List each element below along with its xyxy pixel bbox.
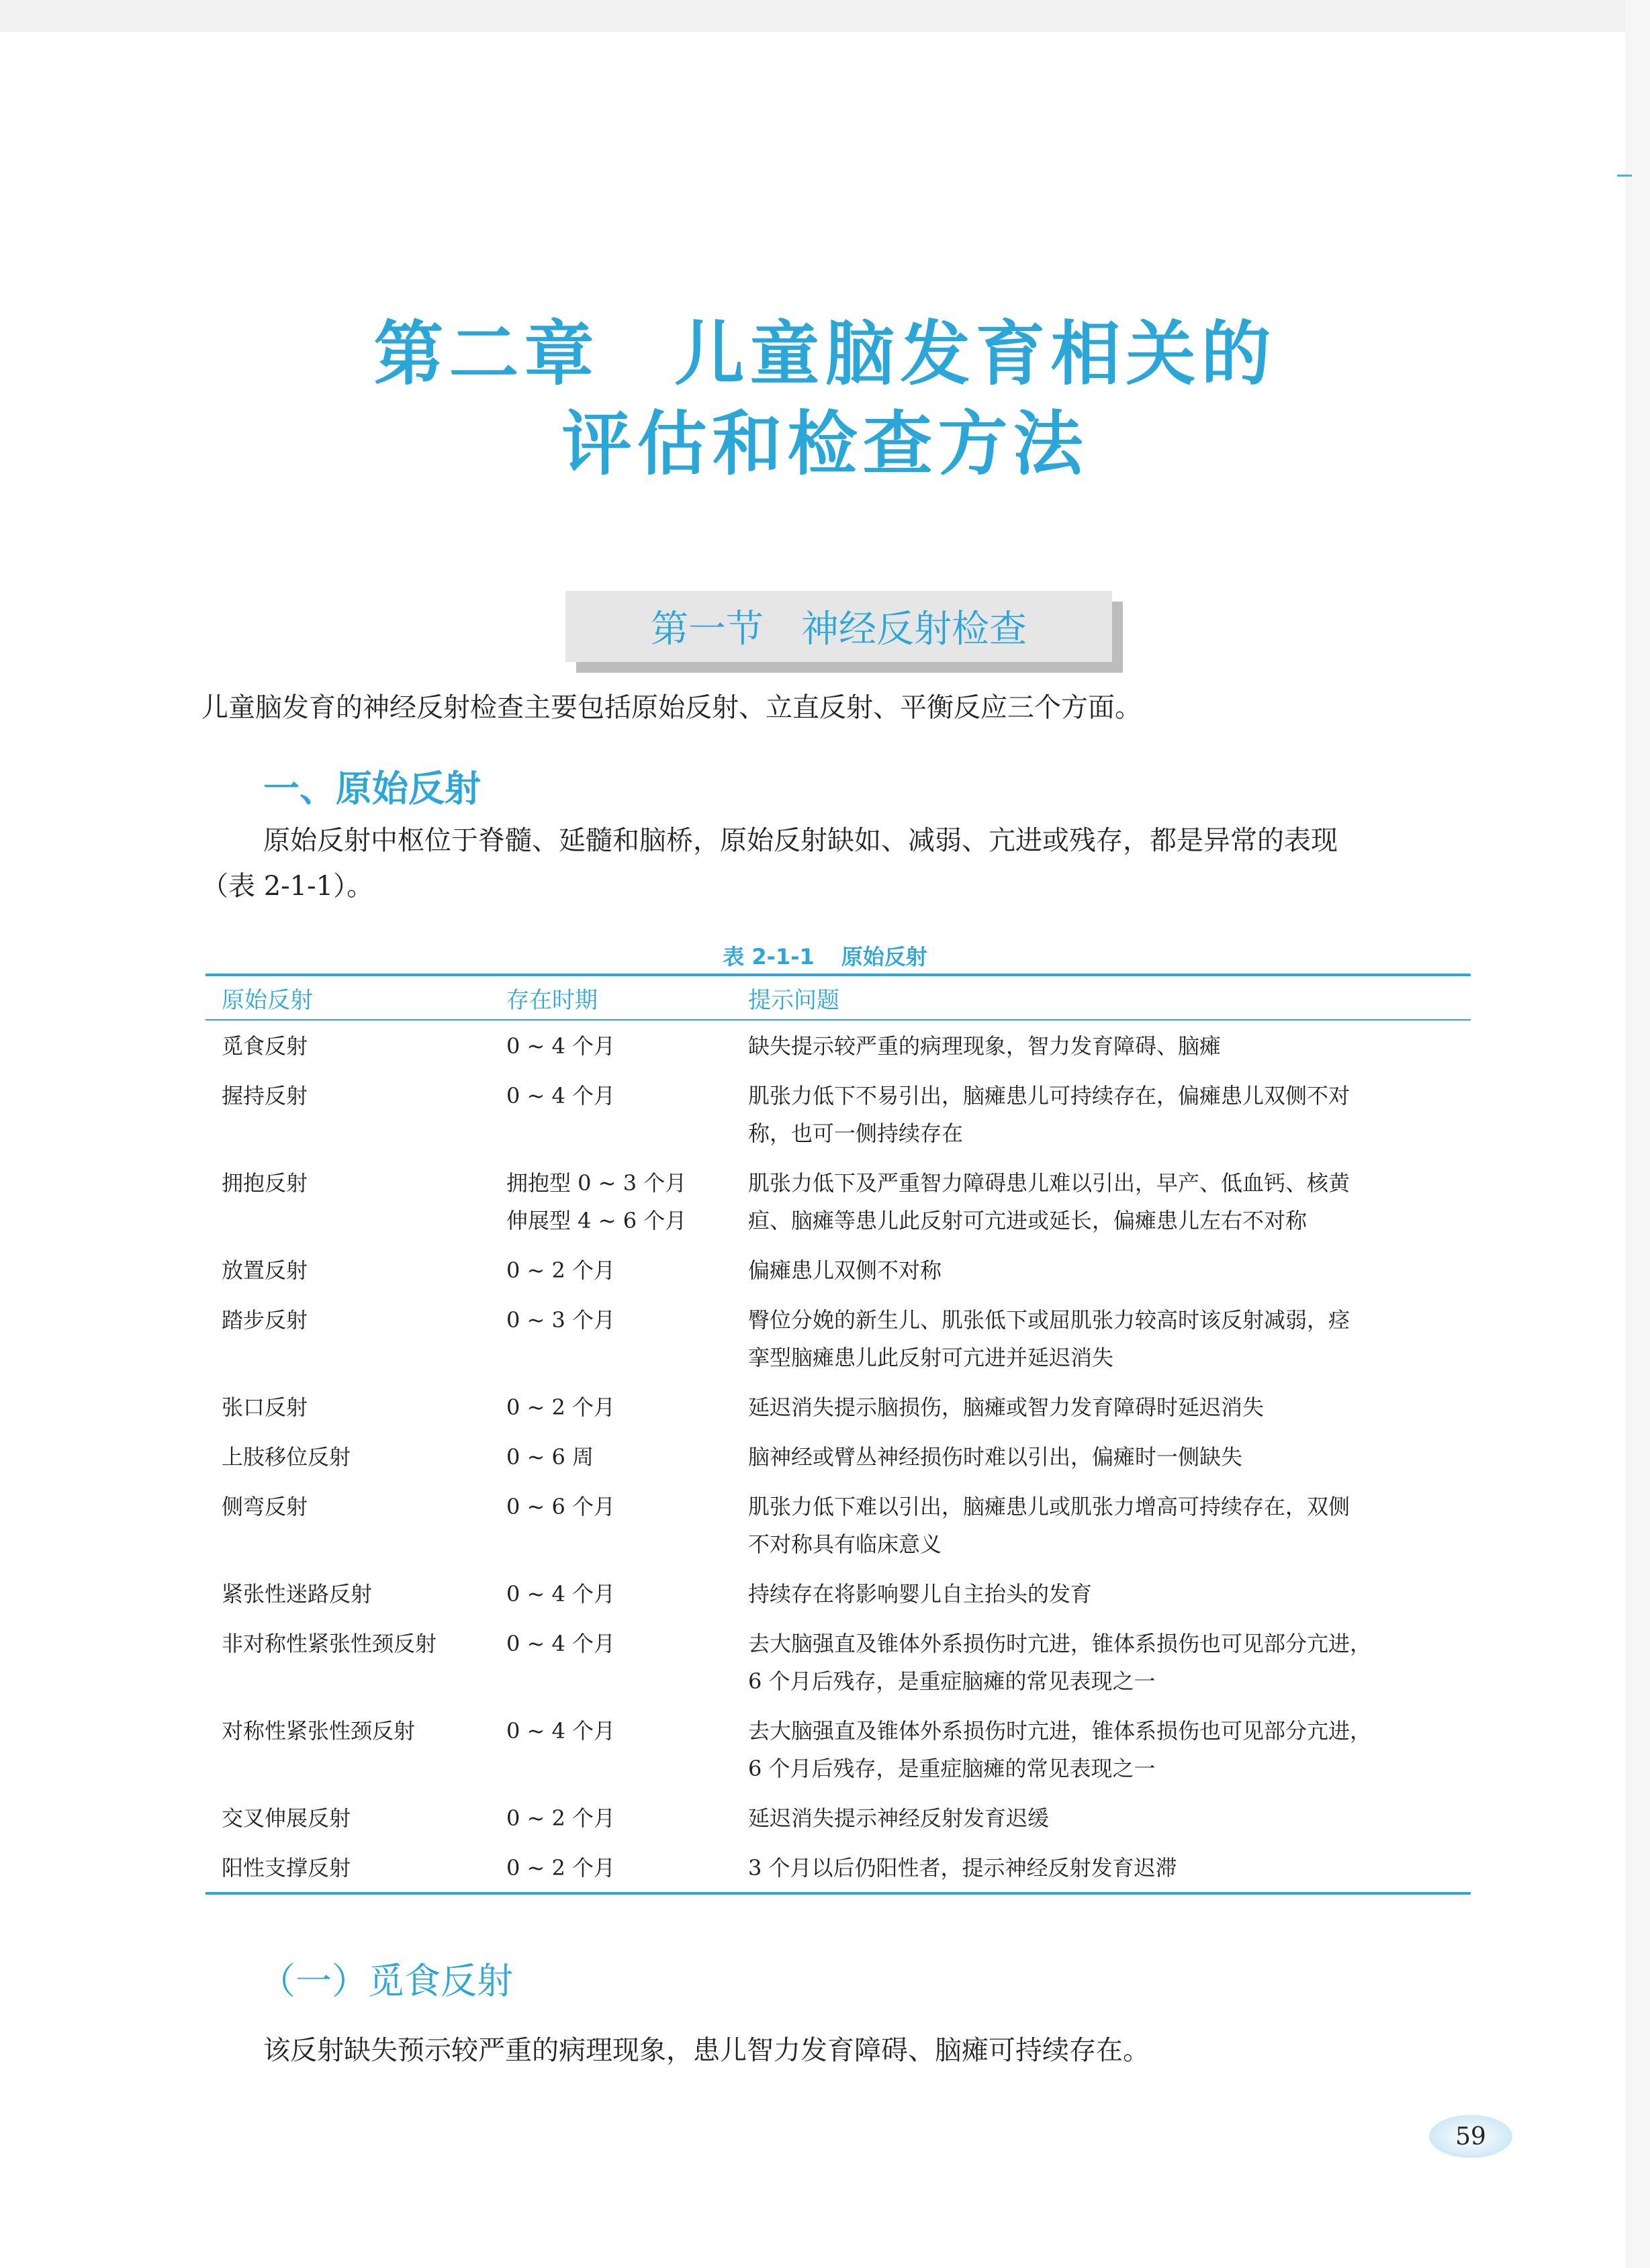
cell-period xyxy=(490,1842,732,1893)
heading-primitive-reflexes: 一、原始反射 xyxy=(263,767,481,810)
cell-reflex-name: 非对称性紧张性颈反射 xyxy=(222,1631,437,1656)
column-header-period: 存在时期 xyxy=(490,975,732,1020)
cell-period xyxy=(490,1568,732,1618)
table-body xyxy=(205,1020,1471,1893)
period-line: 0 ~ 4 个月 xyxy=(506,1718,616,1744)
period-line: 0 ~ 4 个月 xyxy=(506,1581,616,1607)
period-line: 伸展型 4 ~ 6 个月 xyxy=(506,1208,687,1233)
period-line: 0 ~ 4 个月 xyxy=(506,1033,616,1059)
issue-line: 6 个月后残存，是重症脑瘫的常见表现之一 xyxy=(748,1668,1156,1694)
table-row xyxy=(205,1245,1471,1294)
table-caption-title: 原始反射 xyxy=(841,944,927,970)
cell-period xyxy=(490,1705,732,1793)
cell-reflex-name: 握持反射 xyxy=(222,1083,308,1108)
intro-paragraph: 儿童脑发育的神经反射检查主要包括原始反射、立直反射、平衡反应三个方面。 xyxy=(201,692,1142,723)
cell-reflex-name: 阳性支撑反射 xyxy=(222,1855,351,1881)
paragraph-line: 原始反射中枢位于脊髓、延髓和脑桥，原始反射缺如、减弱、亢进或残存，都是异常的表现 xyxy=(263,825,1338,856)
issue-line: 不对称具有临床意义 xyxy=(748,1531,942,1557)
cell-issue xyxy=(732,1842,1471,1893)
cell-issue xyxy=(732,1382,1471,1431)
issue-line: 肌张力低下及严重智力障碍患儿难以引出，早产、低血钙、核黄 xyxy=(748,1170,1350,1196)
cell-issue xyxy=(732,1245,1471,1294)
period-line: 0 ~ 3 个月 xyxy=(506,1307,616,1333)
issue-line: 肌张力低下难以引出，脑瘫患儿或肌张力增高可持续存在，双侧 xyxy=(748,1494,1350,1519)
top-margin-band xyxy=(0,0,1650,32)
page-number: 59 xyxy=(1455,2122,1486,2151)
issue-line: 臀位分娩的新生儿、肌张低下或屈肌张力较高时该反射减弱，痉 xyxy=(748,1307,1350,1333)
primitive-reflex-paragraph xyxy=(201,818,1472,909)
cell-reflex-name: 觅食反射 xyxy=(222,1033,308,1059)
cell-issue xyxy=(732,1705,1471,1793)
cell-reflex-name: 对称性紧张性颈反射 xyxy=(222,1718,416,1744)
issue-line: 6 个月后残存，是重症脑瘫的常见表现之一 xyxy=(748,1756,1156,1781)
issue-line: 称，也可一侧持续存在 xyxy=(748,1121,964,1146)
cell-period xyxy=(490,1245,732,1294)
cell-reflex-name: 踏步反射 xyxy=(222,1307,308,1333)
issue-line: 延迟消失提示神经反射发育迟缓 xyxy=(748,1805,1050,1831)
issue-line: 3 个月以后仍阳性者，提示神经反射发育迟滞 xyxy=(748,1855,1177,1881)
table-row xyxy=(205,1568,1471,1618)
cell-issue xyxy=(732,1157,1471,1245)
cell-period xyxy=(490,1431,732,1481)
issue-line: 缺失提示较严重的病理现象，智力发育障碍、脑瘫 xyxy=(748,1033,1222,1059)
period-line: 拥抱型 0 ~ 3 个月 xyxy=(506,1170,687,1196)
paragraph-line: （表 2-1-1）。 xyxy=(201,871,374,902)
period-line: 0 ~ 4 个月 xyxy=(506,1083,616,1108)
issue-line: 肌张力低下不易引出，脑瘫患儿可持续存在，偏瘫患儿双侧不对 xyxy=(748,1083,1350,1108)
cell-reflex-name: 侧弯反射 xyxy=(222,1494,308,1519)
cell-reflex-name: 紧张性迷路反射 xyxy=(222,1581,373,1607)
cell-reflex-name: 交叉伸展反射 xyxy=(222,1805,351,1831)
table-row xyxy=(205,1382,1471,1431)
chapter-title xyxy=(0,309,1650,489)
cell-period xyxy=(490,1618,732,1705)
cell-issue xyxy=(732,1431,1471,1481)
table-row xyxy=(205,1481,1471,1568)
cell-period xyxy=(490,1157,732,1245)
table-row xyxy=(205,1431,1471,1481)
period-line: 0 ~ 2 个月 xyxy=(506,1855,616,1881)
cell-issue xyxy=(732,1481,1471,1568)
period-line: 0 ~ 2 个月 xyxy=(506,1258,616,1283)
table-row xyxy=(205,1157,1471,1245)
issue-line: 持续存在将影响婴儿自主抬头的发育 xyxy=(748,1581,1093,1607)
cell-reflex-name: 放置反射 xyxy=(222,1258,308,1283)
rooting-reflex-paragraph: 该反射缺失预示较严重的病理现象，患儿智力发育障碍、脑瘫可持续存在。 xyxy=(263,2035,1150,2066)
table-caption-number: 表 2-1-1 xyxy=(723,944,815,970)
chapter-title-line1: 第二章 儿童脑发育相关的 xyxy=(373,313,1277,395)
heading-rooting-reflex: （一）觅食反射 xyxy=(259,1960,513,2002)
table-row xyxy=(205,1705,1471,1793)
issue-line: 延迟消失提示脑损伤，脑瘫或智力发育障碍时延迟消失 xyxy=(748,1395,1265,1420)
period-line: 0 ~ 6 周 xyxy=(506,1444,594,1470)
section-title-box xyxy=(565,591,1112,662)
cell-issue xyxy=(732,1020,1471,1070)
table-row xyxy=(205,1842,1471,1893)
cell-issue xyxy=(732,1793,1471,1842)
cell-period xyxy=(490,1070,732,1157)
period-line: 0 ~ 6 个月 xyxy=(506,1494,616,1519)
chapter-title-line2: 评估和检查方法 xyxy=(561,403,1089,485)
issue-line: 挛型脑瘫患儿此反射可亢进并延迟消失 xyxy=(748,1345,1114,1370)
edge-marker xyxy=(1617,175,1632,177)
cell-issue xyxy=(732,1294,1471,1382)
period-line: 0 ~ 2 个月 xyxy=(506,1805,616,1831)
cell-period xyxy=(490,1481,732,1568)
column-header-issue: 提示问题 xyxy=(732,975,1471,1020)
period-line: 0 ~ 2 个月 xyxy=(506,1395,616,1420)
table-row xyxy=(205,1793,1471,1842)
table-header-row xyxy=(205,975,1471,1020)
section-title: 第一节 神经反射检查 xyxy=(651,608,1027,651)
cell-period xyxy=(490,1020,732,1070)
cell-reflex-name: 张口反射 xyxy=(222,1395,308,1420)
table-row xyxy=(205,1294,1471,1382)
cell-period xyxy=(490,1294,732,1382)
page-number-badge xyxy=(1429,2115,1512,2158)
issue-line: 脑神经或臂丛神经损伤时难以引出，偏瘫时一侧缺失 xyxy=(748,1444,1243,1470)
period-line: 0 ~ 4 个月 xyxy=(506,1631,616,1656)
issue-line: 疸、脑瘫等患儿此反射可亢进或延长，偏瘫患儿左右不对称 xyxy=(748,1208,1308,1233)
issue-line: 偏瘫患儿双侧不对称 xyxy=(748,1258,942,1283)
table-caption xyxy=(0,940,1650,971)
table-row xyxy=(205,1070,1471,1157)
cell-period xyxy=(490,1793,732,1842)
cell-reflex-name: 上肢移位反射 xyxy=(222,1444,351,1470)
cell-issue xyxy=(732,1618,1471,1705)
primitive-reflex-table xyxy=(205,974,1471,1895)
cell-issue xyxy=(732,1070,1471,1157)
column-header-reflex: 原始反射 xyxy=(205,975,490,1020)
issue-line: 去大脑强直及锥体外系损伤时亢进，锥体系损伤也可见部分亢进， xyxy=(748,1631,1372,1656)
cell-reflex-name: 拥抱反射 xyxy=(222,1170,308,1196)
table-row xyxy=(205,1618,1471,1705)
table-row xyxy=(205,1020,1471,1070)
issue-line: 去大脑强直及锥体外系损伤时亢进，锥体系损伤也可见部分亢进， xyxy=(748,1718,1372,1744)
cell-issue xyxy=(732,1568,1471,1618)
cell-period xyxy=(490,1382,732,1431)
